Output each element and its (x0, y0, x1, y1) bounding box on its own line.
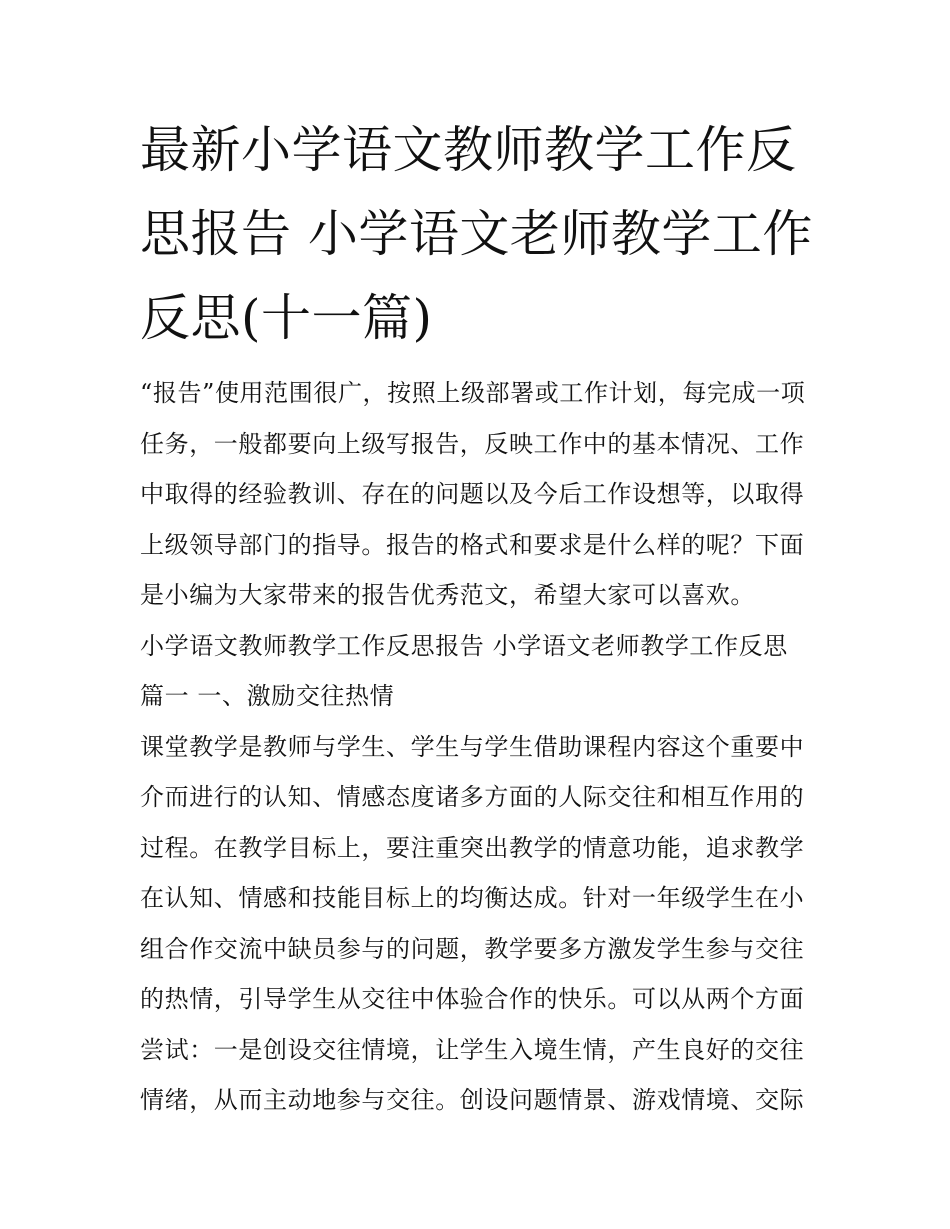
body-paragraph-line: 的热情，引导学生从交往中体验合作的快乐。可以从两个方面 (140, 985, 805, 1013)
body-paragraph-line: 过程。在教学目标上，要注重突出教学的情意功能，追求教学 (140, 833, 805, 862)
body-paragraph-line: 情绪，从而主动地参与交往。创设问题情景、游戏情境、交际 (140, 1086, 805, 1114)
body-paragraph-line: 介而进行的认知、情感态度诸多方面的人际交往和相互作用的 (140, 783, 805, 811)
body-paragraph-line: 尝试：一是创设交往情境，让学生入境生情，产生良好的交往 (140, 1035, 805, 1064)
body-paragraph-line: 在认知、情感和技能目标上的均衡达成。针对一年级学生在小 (140, 884, 805, 912)
title-line: 最新小学语文教师教学工作反 (140, 121, 797, 179)
document-page (140, 108, 812, 1126)
title-line: 思报告 小学语文老师教学工作 (140, 205, 813, 263)
section-heading-line: 小学语文教师教学工作反思报告 小学语文老师教学工作反思 (140, 631, 788, 660)
intro-paragraph-line: 是小编为大家带来的报告优秀范文，希望大家可以喜欢。 (140, 581, 755, 609)
document-body (140, 368, 812, 1126)
body-paragraph-line: 组合作交流中缺员参与的问题，教学要多方激发学生参与交往 (140, 934, 805, 963)
intro-paragraph-line: 任务，一般都要向上级写报告，反映工作中的基本情况、工作 (140, 429, 805, 458)
intro-paragraph-line: “报告”使用范围很广，按照上级部署或工作计划，每完成一项 (140, 379, 806, 407)
intro-paragraph-line: 上级领导部门的指导。报告的格式和要求是什么样的呢？下面 (140, 530, 805, 559)
body-paragraph-line: 课堂教学是教师与学生、学生与学生借助课程内容这个重要中 (140, 732, 805, 761)
section-heading-line: 篇一 一、激励交往热情 (140, 682, 395, 710)
intro-paragraph-line: 中取得的经验教训、存在的问题以及今后工作设想等，以取得 (140, 480, 805, 508)
document-title (140, 108, 812, 360)
title-line: 反思(十一篇) (140, 289, 433, 347)
